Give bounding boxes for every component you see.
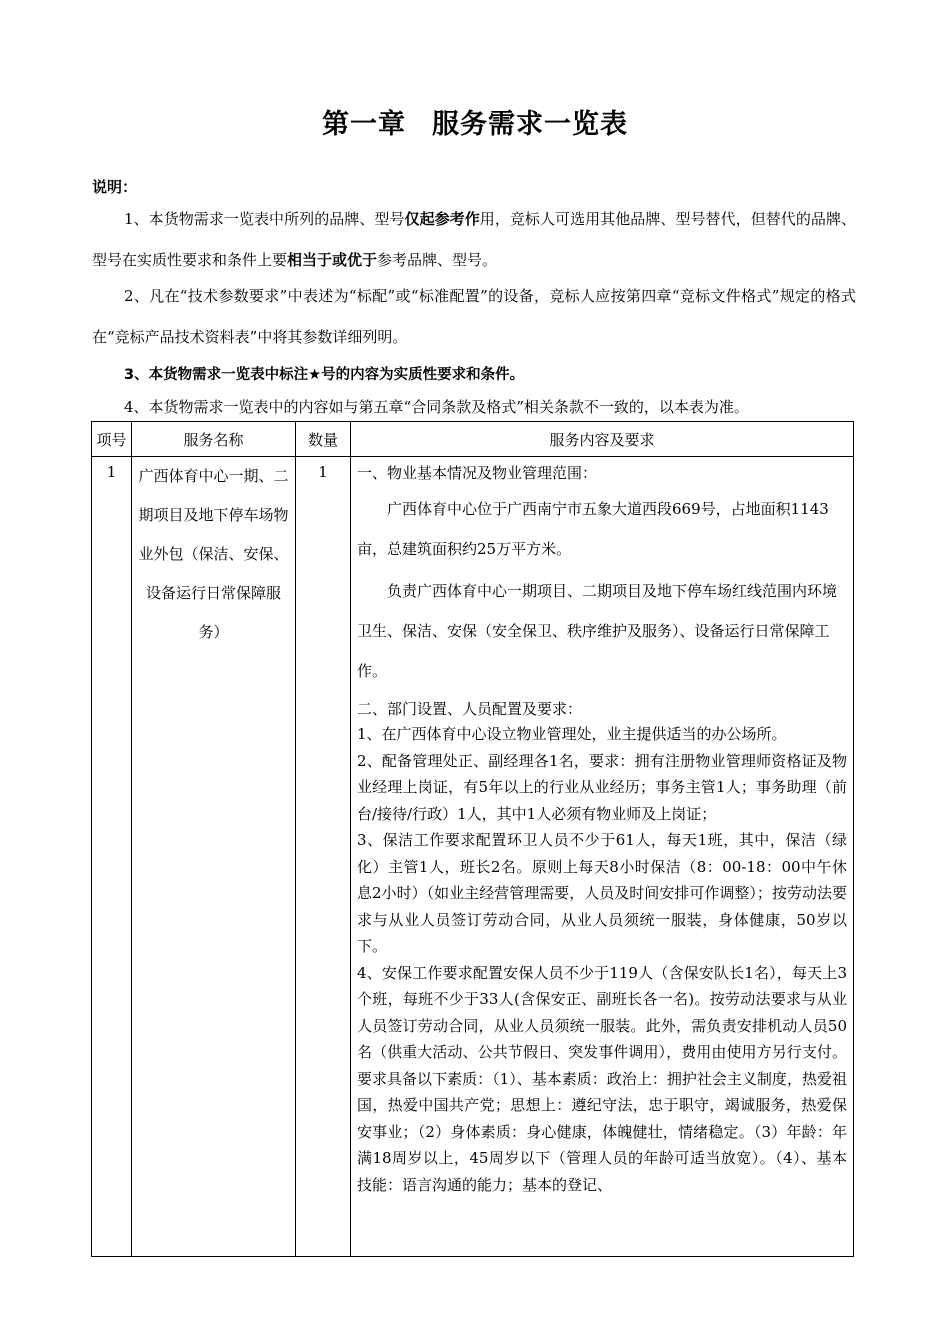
note-paragraph-3: 3、本货物需求一览表中标注★号的内容为实质性要求和条件。 xyxy=(124,367,525,383)
requirement-item-1: 1、在广西体育中心设立物业管理处，业主提供适当的办公场所。 xyxy=(357,725,787,743)
section-1-title: 一、物业基本情况及物业管理范围： xyxy=(357,464,598,482)
chapter-number: 第一章 xyxy=(322,109,406,140)
row-index: 1 xyxy=(92,457,132,1257)
requirement-item-2: 2、配备管理处正、副经理各1名，要求：拥有注册物业管理师资格证及物业经理上岗证，有5年以上的行业从业经历；事务主管1人；事务助理（前台/接待/行政）1人，其中1人必须有物业师及上岗证； xyxy=(357,751,847,823)
notes-label: 说明： xyxy=(92,178,138,196)
header-quantity: 数量 xyxy=(296,422,351,457)
row-service-content xyxy=(351,457,854,1257)
table-header-row xyxy=(92,422,854,457)
page-title xyxy=(0,102,950,141)
section-1-paragraph-1: 广西体育中心位于广西南宁市五象大道西段669号，占地面积1143亩，总建筑面积约25万平方米。 xyxy=(357,500,829,558)
requirement-item-4: 4、安保工作要求配置安保人员不少于119人（含保安队长1名），每天上3个班，每班不少于33人(含保安正、副班长各一名)。按劳动法要求与从业人员签订劳动合同，从业人员须统一服装。此外，需负责安排机动人员50名（供重大活动、公共节假日、突发事件调用），费用由使用方另行支付。要求具备以下素质：（1）、基本素质：政治上：拥护社会主义制度，热爱祖国，热爱中国共产党；思想上：遵纪守法，忠于职守，竭诚服务，热爱保安事业；（2）身体素质：身心健康，体魄健壮，情绪稳定。（3）年龄：年满18周岁以上，45周岁以下（管理人员的年龄可适当放宽）。（4）、基本技能：语言沟通的能力；基本的登记、 xyxy=(357,963,847,1194)
section-1-paragraph-2: 负责广西体育中心一期项目、二期项目及地下停车场红线范围内环境卫生、保洁、安保（安全保卫、秩序维护及服务）、设备运行日常保障工作。 xyxy=(357,582,838,680)
section-2-title: 二、部门设置、人员配置及要求： xyxy=(357,700,583,718)
table-row xyxy=(92,457,854,1257)
note-paragraph-1: 1、本货物需求一览表中所列的品牌、型号仅起参考作用，竞标人可选用其他品牌、型号替代，但替代的品牌、型号在实质性要求和条件上要相当于或优于参考品牌、型号。 xyxy=(92,210,856,269)
note-paragraph-2: 2、凡在“技术参数要求”中表述为“标配”或“标准配置”的设备，竞标人应按第四章“竞标文件格式”规定的格式在“竞标产品技术资料表”中将其参数详细列明。 xyxy=(92,287,856,346)
header-service-name: 服务名称 xyxy=(132,422,296,457)
row-service-name: 广西体育中心一期、二期项目及地下停车场物业外包（保洁、安保、设备运行日常保障服务） xyxy=(132,457,296,1257)
chapter-title: 服务需求一览表 xyxy=(432,109,628,140)
service-requirements-table xyxy=(91,421,854,1257)
emphasis-equal-or-better: 相当于或优于 xyxy=(287,251,378,269)
emphasis-reference-only: 仅起参考作 xyxy=(404,210,480,228)
requirement-item-3: 3、保洁工作要求配置环卫人员不少于61人，每天1班，其中，保洁（绿化）主管1人，班长2名。原则上每天8小时保洁（8：00-18：00中午休息2小时）（如业主经营管理需要，人员及时间安排可作调整）；按劳动法要求与从业人员签订劳动合同，从业人员须统一服装，身体健康，50岁以下。 xyxy=(357,831,847,955)
note-paragraph-4: 4、本货物需求一览表中的内容如与第五章“合同条款及格式”相关条款不一致的，以本表为准。 xyxy=(124,398,749,416)
row-quantity: 1 xyxy=(296,457,351,1257)
header-index: 项号 xyxy=(92,422,132,457)
header-service-content: 服务内容及要求 xyxy=(351,422,854,457)
